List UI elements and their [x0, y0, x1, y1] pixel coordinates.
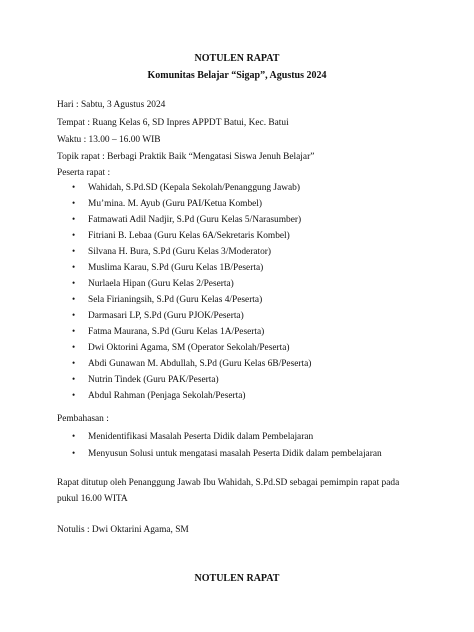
bullet-icon: •	[72, 342, 76, 352]
meeting-place: Tempat : Ruang Kelas 6, SD Inpres APPDT Batui, Kec. Batui	[57, 118, 289, 128]
participant-item: Darmasari LP, S.Pd (Guru PJOK/Peserta)	[88, 311, 244, 321]
bullet-icon: •	[72, 390, 76, 400]
closing-text-line1: Rapat ditutup oleh Penanggung Jawab Ibu Wahidah, S.Pd.SD sebagai pemimpin rapat pada	[57, 478, 400, 488]
bullet-icon: •	[72, 294, 76, 304]
participant-item: Nurlaela Hipan (Guru Kelas 2/Peserta)	[88, 279, 234, 289]
participant-item: Fatma Maurana, S.Pd (Guru Kelas 1A/Peserta)	[88, 327, 265, 337]
bullet-icon: •	[72, 358, 76, 368]
participant-item: Dwi Oktorini Agama, SM (Operator Sekolah/Peserta)	[88, 343, 290, 353]
bullet-icon: •	[72, 374, 76, 384]
bullet-icon: •	[72, 278, 76, 288]
meeting-topic: Topik rapat : Berbagi Praktik Baik “Mengatasi Siswa Jenuh Belajar”	[57, 152, 315, 162]
participant-item: Fatmawati Adil Nadjir, S.Pd (Guru Kelas 5/Narasumber)	[88, 215, 302, 225]
bullet-icon: •	[72, 431, 76, 441]
closing-text-line2: pukul 16.00 WITA	[57, 494, 128, 504]
bullet-icon: •	[72, 448, 76, 458]
meeting-time: Waktu : 13.00 – 16.00 WIB	[57, 135, 161, 145]
participant-item: Silvana H. Bura, S.Pd (Guru Kelas 3/Moderator)	[88, 247, 272, 257]
participant-item: Abdul Rahman (Penjaga Sekolah/Peserta)	[88, 391, 246, 401]
bullet-icon: •	[72, 326, 76, 336]
bullet-icon: •	[72, 246, 76, 256]
bullet-icon: •	[72, 310, 76, 320]
minute-taker: Notulis : Dwi Oktarini Agama, SM	[57, 525, 189, 535]
participant-item: Fitriani B. Lebaa (Guru Kelas 6A/Sekretaris Kombel)	[88, 231, 290, 241]
participant-item: Muslima Karau, S.Pd (Guru Kelas 1B/Peserta)	[88, 263, 264, 273]
bullet-icon: •	[72, 262, 76, 272]
participants-label: Peserta rapat :	[57, 168, 111, 178]
meeting-day: Hari : Sabtu, 3 Agustus 2024	[57, 100, 166, 110]
participant-item: Nutrin Tindek (Guru PAK/Peserta)	[88, 375, 219, 385]
bullet-icon: •	[72, 198, 76, 208]
document-title: NOTULEN RAPAT	[194, 53, 280, 64]
next-page-title: NOTULEN RAPAT	[194, 573, 280, 584]
participant-item: Mu’mina. M. Ayub (Guru PAI/Ketua Kombel)	[88, 199, 263, 209]
discussion-label: Pembahasan :	[57, 414, 109, 424]
participant-item: Abdi Gunawan M. Abdullah, S.Pd (Guru Kelas 6B/Peserta)	[88, 359, 312, 369]
discussion-item: Menidentifikasi Masalah Peserta Didik dalam Pembelajaran	[88, 432, 314, 442]
participant-item: Wahidah, S.Pd.SD (Kepala Sekolah/Penanggung Jawab)	[88, 183, 300, 193]
discussion-item: Menyusun Solusi untuk mengatasi masalah Peserta Didik dalam pembelajaran	[88, 449, 382, 459]
participant-item: Sela Firianingsih, S.Pd (Guru Kelas 4/Peserta)	[88, 295, 263, 305]
bullet-icon: •	[72, 230, 76, 240]
bullet-icon: •	[72, 214, 76, 224]
document-subtitle: Komunitas Belajar “Sigap”, Agustus 2024	[147, 70, 327, 81]
bullet-icon: •	[72, 182, 76, 192]
